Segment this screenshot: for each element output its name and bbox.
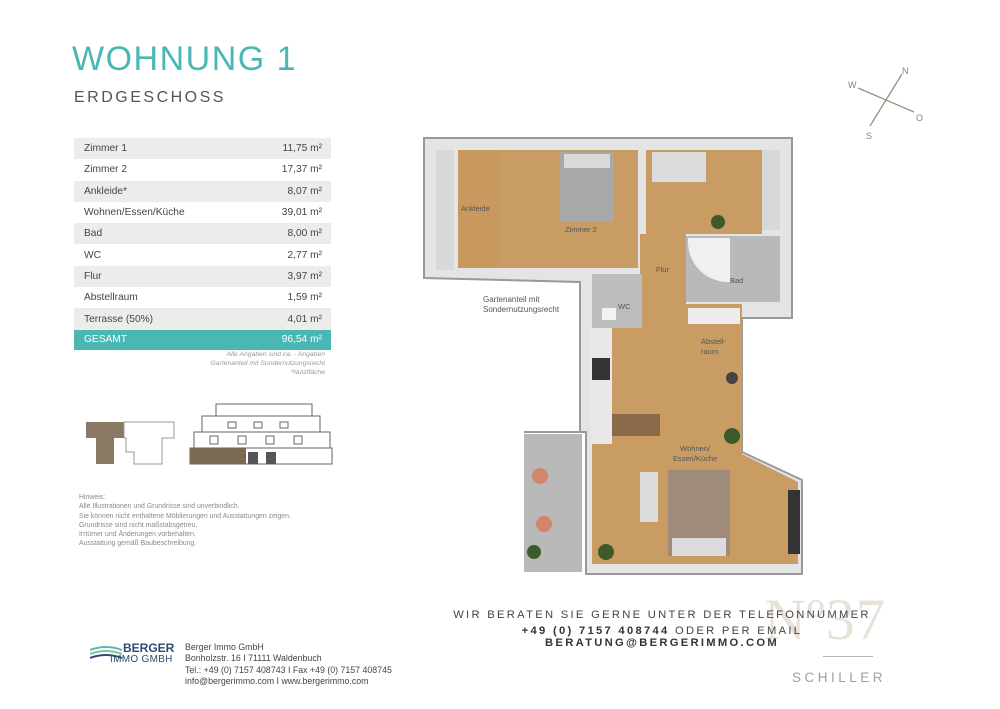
floor-position-thumbnail [84,418,176,468]
room-label-flur: Flur [656,265,669,274]
table-row: Terrasse (50%) 4,01 m² [74,308,331,329]
contact-details: +49 (0) 7157 408744 ODER PER EMAIL BERATUNG@BERGERIMMO.COM [521,625,803,649]
svg-text:N: N [902,66,909,76]
svg-text:S: S [866,131,873,141]
table-row: Bad 8,00 m² [74,223,331,244]
room-label-bad: Bad [730,276,744,285]
floor-subtitle: ERDGESCHOSS [74,89,226,106]
floor-plan [420,132,812,578]
room-label-abstellraum: Abstell- raum [701,337,727,356]
divider [823,656,873,657]
room-label-wohnen: Wohnen/ Essen/Küche [673,444,718,463]
apartment-title: WOHNUNG 1 [72,40,298,78]
building-elevation-thumbnail [188,402,334,468]
table-row: Ankleide* 8,07 m² [74,181,331,202]
logo-wordmark: BERGER [123,641,175,655]
room-label-wc: WC [618,302,631,311]
phone-link[interactable]: +49 (0) 7157 408744 [521,625,670,637]
area-note: Alle Angaben sind ca. - Angaben Gartenanteil mit Sondernutzungsrecht *Nutzfläche [210,351,325,376]
email-link[interactable]: BERATUNG@BERGERIMMO.COM [545,637,779,649]
table-row: Zimmer 2 17,37 m² [84,164,322,176]
house-number-mark: Nº37 [764,587,886,652]
room-area-table [74,138,331,350]
total-row: GESAMT 96,54 m² [74,330,331,350]
table-row: Flur 3,97 m² [74,266,331,287]
table-row: Wohnen/Essen/Küche 39,01 m² [84,207,322,219]
svg-text:W: W [848,80,857,90]
compass-icon [840,60,930,150]
svg-text:O: O [916,113,924,123]
table-row: WC 2,77 m² [84,249,322,261]
logo-subline: IMMO GMBH [110,654,173,665]
table-row: Abstellraum 1,59 m² [84,292,322,304]
company-web[interactable]: info@bergerimmo.com I www.bergerimmo.com [185,675,369,686]
contact-invite: WIR BERATEN SIE GERNE UNTER DER TELEFONNUMMER [453,609,871,621]
room-label-zimmer2: Zimmer 2 [565,225,597,234]
table-row: Zimmer 1 11,75 m² [74,138,331,159]
street-name: SCHILLER [792,670,887,685]
garden-label: Gartenanteil mit Sondernutzungsrecht [483,295,560,314]
disclaimer: Hinweis: Alle Illustrationen und Grundrisse sind unverbindlich. Sie können nicht enthaltene Möblierungen und Ausstattungen zeigen. Grundrisse sind nicht maßstabsgetreu. Irrtümer und Änderungen vorbehalten. Ausstattung gemäß Baubeschreibung. [79,494,291,548]
company-address: Berger Immo GmbH Bonholzstr. 16 I 71111 Waldenbuch Tel.: +49 (0) 7157 408743 I Fax +49 (0) 7157 408745 info@bergerimmo.com I www.bergerimmo.com [185,642,392,686]
room-label-ankleide: Ankleide [461,204,490,213]
